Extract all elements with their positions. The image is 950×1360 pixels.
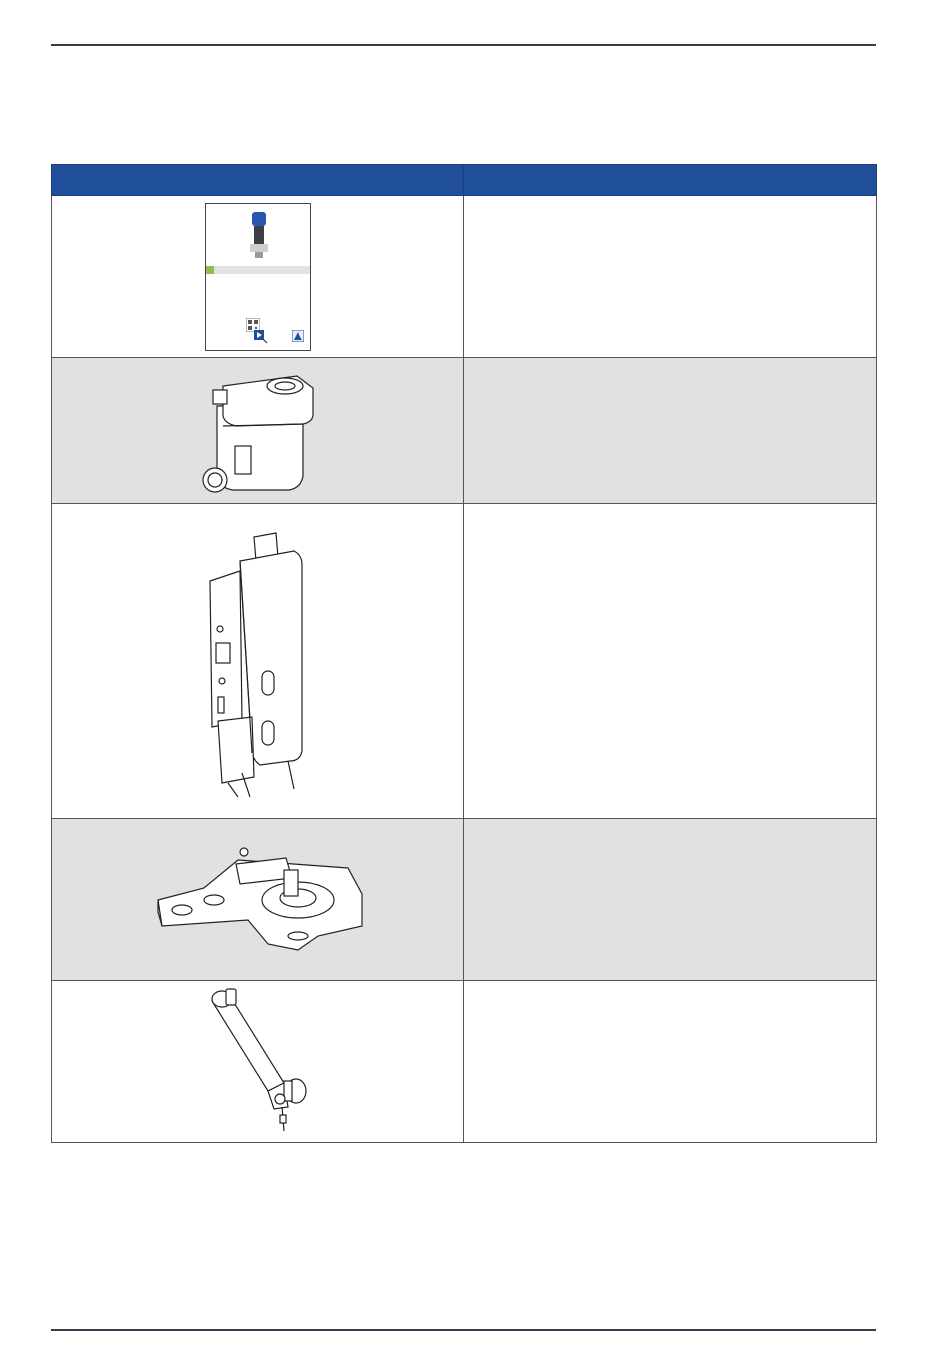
- image-cell: [52, 981, 464, 1143]
- product-photo: [206, 204, 310, 264]
- image-cell: [52, 358, 464, 504]
- manual-cover-thumbnail: [205, 203, 311, 351]
- description-cell: [464, 196, 877, 358]
- top-rule: [51, 44, 876, 46]
- description-cell: [464, 819, 877, 981]
- table-header-image: [52, 165, 464, 196]
- image-cell: [52, 504, 464, 819]
- base-plate-drawing: [148, 840, 368, 960]
- bottom-rule: [51, 1329, 876, 1331]
- table-row: [52, 819, 877, 981]
- table-row: [52, 358, 877, 504]
- video-play-icon: [254, 330, 268, 344]
- brand-logo-icon: [292, 330, 304, 342]
- parts-table: [51, 164, 877, 1143]
- table-header-description: [464, 165, 877, 196]
- cover-title-bar: [206, 266, 310, 274]
- description-cell: [464, 358, 877, 504]
- table-row: [52, 196, 877, 358]
- description-cell: [464, 504, 877, 819]
- table-header-row: [52, 165, 877, 196]
- image-cell: [52, 819, 464, 981]
- table-row: [52, 981, 877, 1143]
- filter-housing-drawing: [198, 521, 318, 801]
- table-row: [52, 504, 877, 819]
- filter-unit-drawing: [193, 366, 323, 496]
- image-cell: [52, 196, 464, 358]
- description-cell: [464, 981, 877, 1143]
- pipe-assembly-drawing: [198, 987, 318, 1137]
